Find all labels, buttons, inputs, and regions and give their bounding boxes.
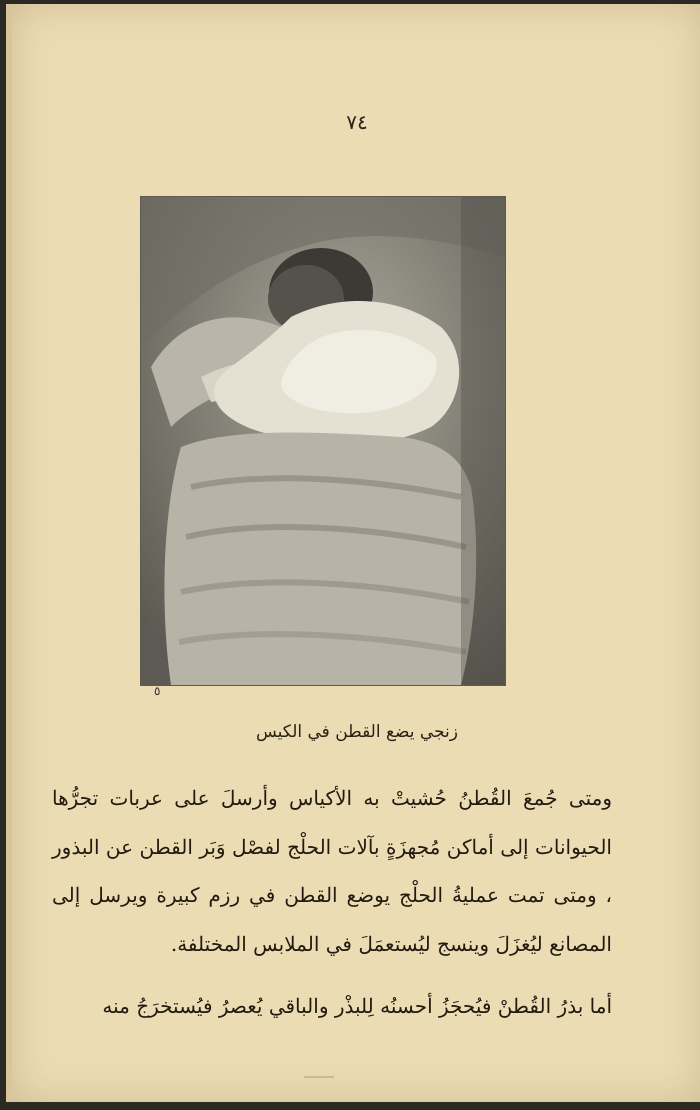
paragraph: ومتى جُمعَ القُطنُ حُشيتْ به الأكياس وأرسلَ على عربات تجرُّها الحيوانات إلى أماكن مُجهزَةٍ بآلات الحلْج لفصْل وَبَر القطن عن البذور ، ومتى تمت عمليةُ الحلْج يوضع القطن في رزم كبيرة ويرسل إلى المصانع ليُغزَلَ وينسج ليُستعمَلَ في الملابس المختلفة. [52,786,612,956]
photo-caption: زنجي يضع القطن في الكيس [256,722,458,742]
book-page [6,4,700,1102]
paragraph: أما بذرُ القُطنْ فيُحجَزُ أحسنُه لِلبذْر والباقي يُعصرُ فيُستخرَجُ منه [102,994,612,1018]
body-text [52,774,612,1031]
photo-mark: ٥ [154,684,161,698]
page-number: ٧٤ [346,110,368,134]
photograph-man-with-cotton-sack-icon [140,196,506,686]
page-footer-mark [304,1066,334,1078]
